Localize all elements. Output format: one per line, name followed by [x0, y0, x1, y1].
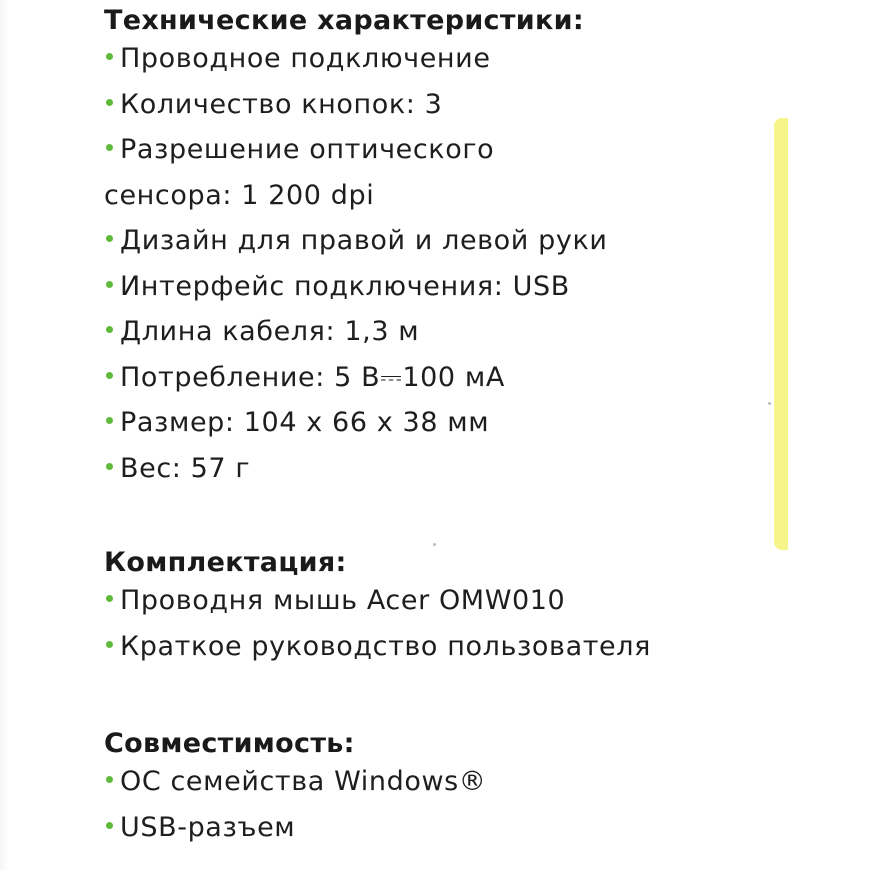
- bullet-dot-icon: [106, 235, 113, 242]
- spec-item-resolution: [104, 127, 784, 218]
- specs-heading: Технические характеристики:: [104, 5, 584, 36]
- compat-item-text: ОС семейства Windows®: [120, 766, 487, 797]
- spec-item-buttons: [104, 82, 784, 128]
- bullet-dot-icon: [106, 144, 113, 151]
- spec-item-text: Размер: 104 x 66 x 38 мм: [120, 407, 490, 438]
- bullet-dot-icon: [106, 326, 113, 333]
- package-item-manual: [104, 624, 784, 670]
- spec-item-text: Проводное подключение: [120, 43, 491, 74]
- bullet-dot-icon: [106, 641, 113, 648]
- package-heading: Комплектация:: [104, 547, 347, 578]
- spec-item-weight: [104, 446, 784, 492]
- bullet-dot-icon: [106, 281, 113, 288]
- spec-item-text: Дизайн для правой и левой руки: [120, 225, 608, 256]
- spec-item-size: [104, 400, 784, 446]
- spec-item-text: Потребление: 5 В⎓100 мА: [120, 361, 505, 393]
- spec-item-wired: [104, 36, 784, 82]
- compatibility-heading: Совместимость:: [104, 728, 355, 759]
- spec-item-text: Количество кнопок: 3: [120, 88, 443, 120]
- spec-item-text: Длина кабеля: 1,3 м: [120, 316, 420, 347]
- compat-item-text: USB-разъем: [120, 811, 296, 843]
- print-speck: [768, 402, 771, 405]
- bullet-dot-icon: [106, 53, 113, 60]
- package-section: [104, 548, 784, 669]
- spec-item-interface: [104, 264, 784, 310]
- bullet-dot-icon: [106, 776, 113, 783]
- spec-item-text: Разрешение оптического: [120, 134, 495, 165]
- compat-item-windows: [104, 759, 784, 805]
- package-item-text: Краткое руководство пользователя: [120, 630, 651, 662]
- bullet-dot-icon: [106, 822, 113, 829]
- bullet-dot-icon: [106, 463, 113, 470]
- compatibility-section: [104, 729, 784, 850]
- spec-item-cable-length: [104, 309, 784, 355]
- compat-item-usb: [104, 805, 784, 851]
- bullet-dot-icon: [106, 417, 113, 424]
- spec-item-design: [104, 218, 784, 264]
- spec-item-continuation: сенсора: 1 200 dpi: [104, 179, 375, 211]
- package-item-text: Проводня мышь Acer OMW010: [120, 585, 566, 616]
- page-edge-shadow: [0, 0, 8, 870]
- print-speck: [433, 543, 436, 546]
- package-item-mouse: [104, 578, 784, 624]
- bullet-dot-icon: [106, 372, 113, 379]
- spec-item-text: Вес: 57 г: [120, 452, 251, 484]
- specs-section: [104, 6, 784, 491]
- spec-item-text: Интерфейс подключения: USB: [120, 270, 570, 302]
- bullet-dot-icon: [106, 595, 113, 602]
- spec-item-power: [104, 355, 784, 401]
- bullet-dot-icon: [106, 99, 113, 106]
